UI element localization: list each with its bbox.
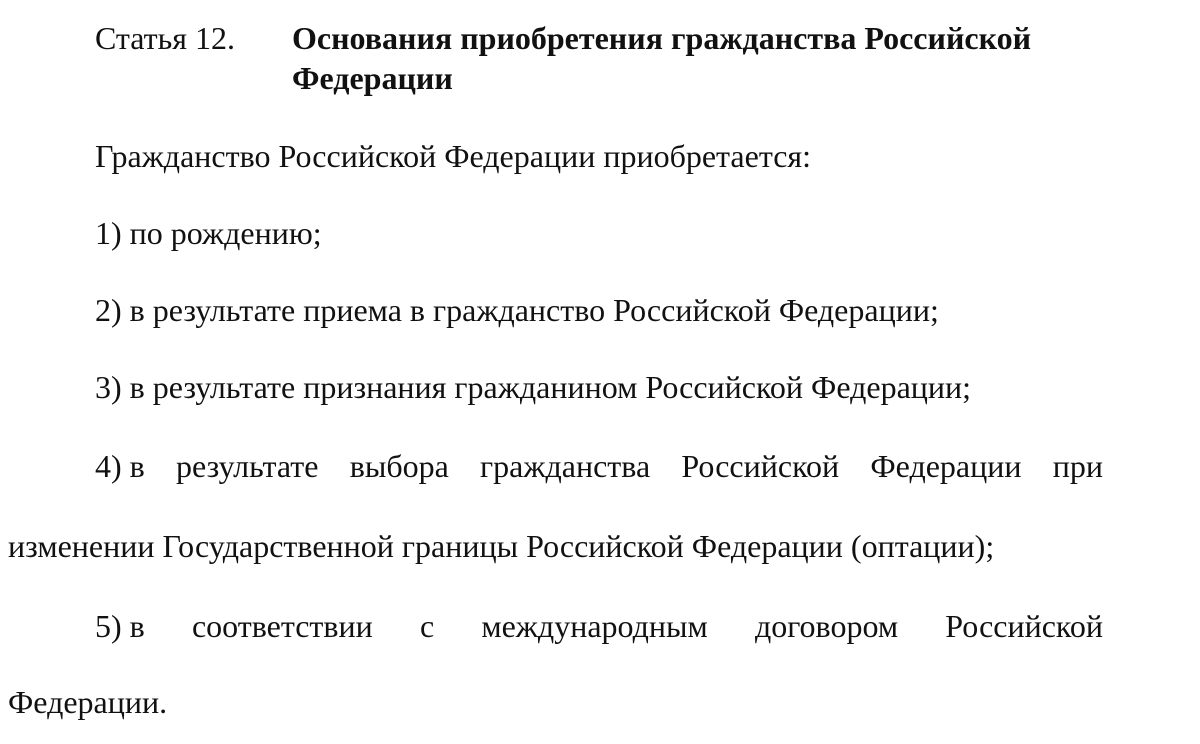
word: договором [754,608,899,644]
word: 5) в [95,608,145,644]
list-item-3: 3) в результате признания гражданином Российской Федерации; [95,369,972,405]
word: Федерации [870,448,1022,484]
intro-paragraph: Гражданство Российской Федерации приобретается: [95,138,812,174]
word: выбора [349,448,449,484]
article-number: Статья 12. [95,20,235,56]
list-item-4-line-1 [95,446,1103,486]
word: международным [481,608,708,644]
word: с [419,608,435,644]
word: гражданства [480,448,651,484]
word: при [1052,448,1103,484]
word: Российской [945,608,1103,644]
list-item-4-line-2: изменении Государственной границы Российской Федерации (оптации); [8,528,995,564]
list-item-2: 2) в результате приема в гражданство Российской Федерации; [95,292,939,328]
list-item-1: 1) по рождению; [95,215,322,251]
word: 4) в [95,448,145,484]
word: Российской [681,448,840,484]
word: соответствии [191,608,373,644]
list-item-5-line-1 [95,606,1103,646]
list-item-5-line-2: Федерации. [8,684,168,720]
article-title: Основания приобретения гражданства Российской Федерации [292,20,1032,96]
word: результате [176,448,319,484]
